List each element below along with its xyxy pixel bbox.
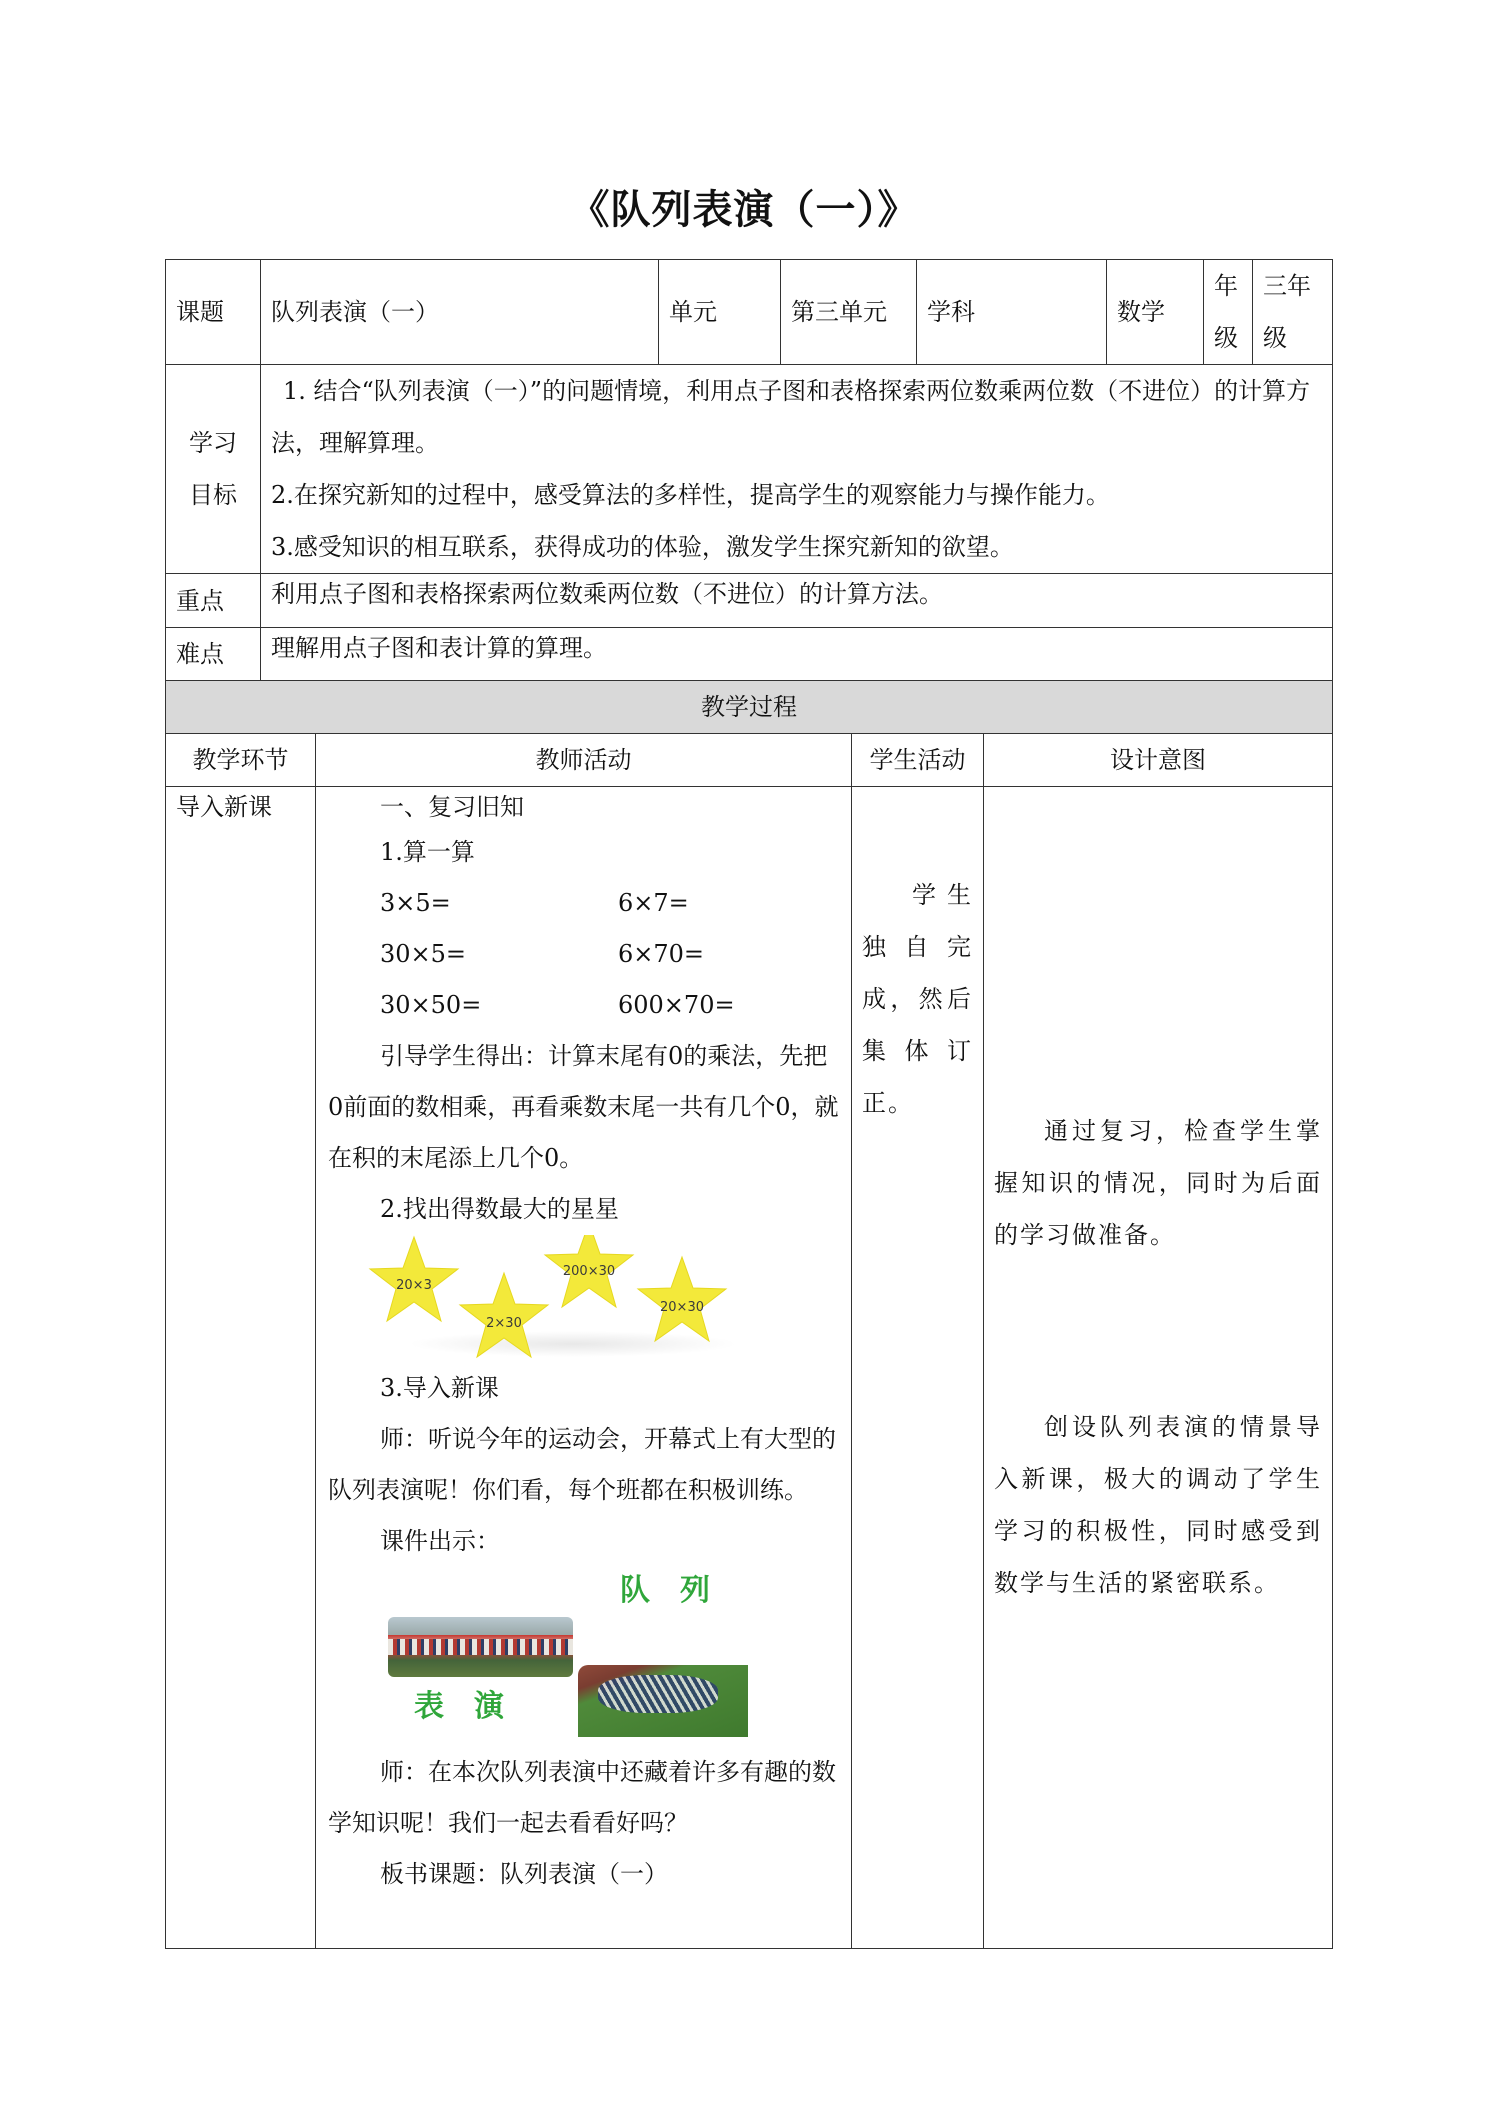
goal-item: 3.感受知识的相互联系，获得成功的体验，激发学生探究新知的欲望。: [271, 533, 1014, 561]
goals-label-line2: 目标: [189, 481, 237, 509]
goal-item: 2.在探究新知的过程中，感受算法的多样性，提高学生的观察能力与操作能力。: [271, 481, 1110, 509]
star-label: 20×30: [660, 1300, 704, 1315]
calc-expression: 30×50=: [380, 991, 482, 1019]
goal-item: 1. 结合“队列表演（一）”的问题情境，利用点子图和表格探索两位数乘两位数（不进位）的计算方法，理解算理。: [271, 377, 1311, 457]
lesson-plan-table: [165, 259, 1333, 1949]
star-label: 200×30: [562, 1264, 616, 1279]
col-student: 学生活动: [852, 734, 984, 787]
subject-label: 学科: [917, 260, 1107, 365]
pic-title-2: 表 演: [414, 1689, 504, 1724]
unit-value: 第三单元: [781, 260, 917, 365]
process-title: 教学过程: [166, 681, 1333, 734]
calc-row: [328, 929, 841, 980]
star-icon: [370, 1237, 458, 1321]
student-activity-text: 学生独自完成，然后集体订正。: [862, 881, 973, 1117]
col-design: 设计意图: [984, 734, 1333, 787]
star-icon: [460, 1273, 548, 1357]
calc-expression: 6×70=: [618, 940, 705, 968]
key-point-text: 利用点子图和表格探索两位数乘两位数（不进位）的计算方法。: [261, 574, 1333, 628]
guide-text: 引导学生得出：计算末尾有0的乘法，先把0前面的数相乘，再看乘数末尾一共有几个0，就在积的末尾添上几个0。: [328, 1042, 839, 1172]
calc-expression: 6×7=: [618, 889, 689, 917]
col-stage: 教学环节: [166, 734, 316, 787]
stars-heading: 2.找出得数最大的星星: [380, 1195, 619, 1223]
design-intent: [984, 787, 1333, 1949]
review-heading: 一、复习旧知: [380, 793, 524, 821]
pic-title-1: 队 列: [620, 1573, 710, 1608]
unit-label: 单元: [659, 260, 781, 365]
star-icon: [545, 1235, 633, 1307]
calc-row: [328, 980, 841, 1031]
parade-photo-1: [388, 1617, 573, 1677]
topic-value: 队列表演（一）: [261, 260, 659, 365]
student-activity: [852, 787, 984, 1949]
calc-expression: 3×5=: [380, 889, 451, 917]
star-icon: [638, 1257, 726, 1341]
topic-label: 课题: [166, 260, 261, 365]
calc-row: [328, 878, 841, 929]
teacher-activity: [316, 787, 852, 1949]
calc-expression: 600×70=: [618, 991, 735, 1019]
star-label: 20×3: [396, 1278, 432, 1293]
design-intent-2: 创设队列表演的情景导入新课，极大的调动了学生学习的积极性，同时感受到数学与生活的紧密联系。: [994, 1413, 1322, 1597]
grade-value: 三年级: [1253, 260, 1333, 365]
subject-value: 数学: [1107, 260, 1204, 365]
courseware-image: [388, 1567, 768, 1747]
star-label: 2×30: [486, 1316, 522, 1331]
teacher-line-1: 师：听说今年的运动会，开幕式上有大型的队列表演呢！你们看，每个班都在积极训练。: [328, 1425, 836, 1504]
col-teacher: 教师活动: [316, 734, 852, 787]
design-intent-1: 通过复习，检查学生掌握知识的情况，同时为后面的学习做准备。: [994, 1117, 1322, 1249]
teacher-line-2: 师：在本次队列表演中还藏着许多有趣的数学知识呢！我们一起去看看好吗？: [328, 1758, 836, 1837]
grade-label: 年级: [1204, 260, 1253, 365]
goals-content: [261, 365, 1333, 574]
document-title: 《队列表演（一）》: [569, 187, 919, 233]
stars-image: [368, 1235, 768, 1363]
goals-label-line1: 学习: [189, 429, 237, 457]
difficulty-text: 理解用点子图和表计算的算理。: [261, 628, 1333, 681]
difficulty-label: 难点: [166, 628, 261, 681]
key-point-label: 重点: [166, 574, 261, 628]
intro-heading: 3.导入新课: [380, 1374, 499, 1402]
parade-photo-2: [578, 1665, 748, 1737]
calc-expression: 30×5=: [380, 940, 467, 968]
goals-label: [166, 365, 261, 574]
calc-heading: 1.算一算: [380, 838, 475, 866]
stage-cell: 导入新课: [166, 787, 316, 1949]
board-title: 板书课题：队列表演（一）: [380, 1860, 668, 1888]
courseware-label: 课件出示：: [380, 1527, 500, 1555]
stars-svg: [368, 1235, 768, 1363]
